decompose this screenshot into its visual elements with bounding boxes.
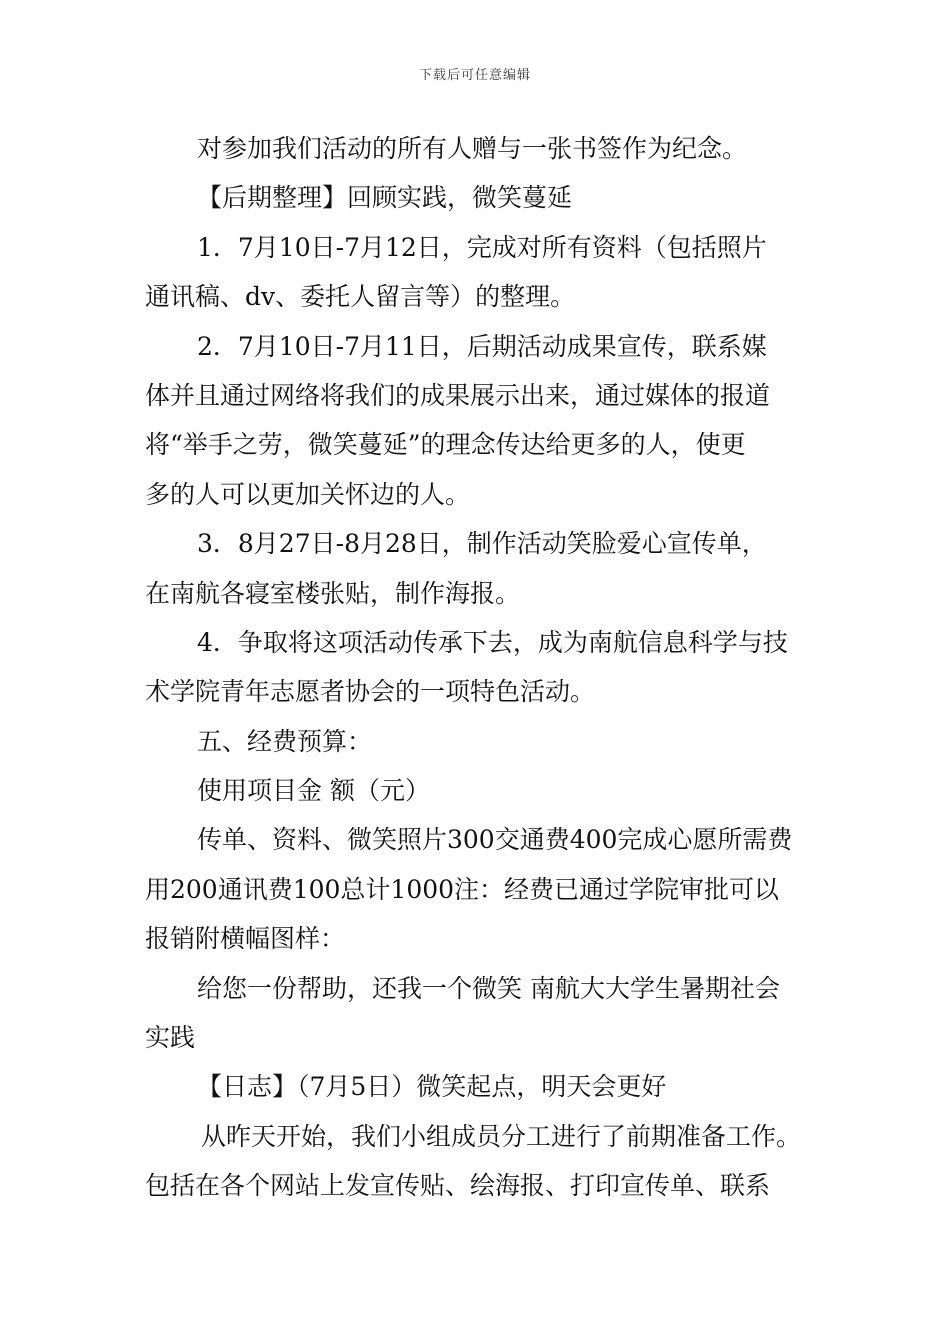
body-line: 在南航各寝室楼张贴，制作海报。 <box>145 578 521 608</box>
section-heading-post-processing: 【后期整理】回顾实践，微笑蔓延 <box>197 183 573 213</box>
body-line: 对参加我们活动的所有人赠与一张书签作为纪念。 <box>197 134 748 163</box>
body-line: 体并且通过网络将我们的成果展示出来，通过媒体的报道 <box>145 380 771 410</box>
body-line: 4．争取将这项活动传承下去，成为南航信息科学与技 <box>197 627 788 657</box>
section-heading-budget: 五、经费预算： <box>197 726 373 756</box>
document-body <box>145 124 815 1211</box>
body-line: 用200通讯费100总计1000注：经费已通过学院审批可以 <box>145 874 780 904</box>
body-line: 给您一份帮助，还我一个微笑 南航大大学生暑期社会 <box>197 973 780 1003</box>
body-line: 2．7月10日-7月11日，后期活动成果宣传，联系媒 <box>197 331 767 361</box>
body-line: 将“举手之劳，微笑蔓延”的理念传达给更多的人，使更 <box>145 430 746 460</box>
body-line: 多的人可以更加关怀边的人。 <box>145 479 471 509</box>
body-line: 实践 <box>145 1023 196 1053</box>
section-heading-diary: 【日志】（7月5日）微笑起点，明天会更好 <box>197 1072 667 1102</box>
body-line: 使用项目金 额（元） <box>197 776 430 806</box>
body-line: 1．7月10日-7月12日，完成对所有资料（包括照片 <box>197 232 767 262</box>
body-line: 3．8月27日-8月28日，制作活动笑脸爱心宣传单， <box>197 529 767 559</box>
page-header-note: 下载后可任意编辑 <box>418 68 531 83</box>
body-line: 传单、资料、微笑照片300交通费400完成心愿所需费 <box>197 825 793 855</box>
body-line: 从昨天开始，我们小组成员分工进行了前期准备工作。 <box>201 1121 802 1151</box>
body-line: 报销附横幅图样： <box>145 924 346 954</box>
body-line: 包括在各个网站上发宣传贴、绘海报、打印宣传单、联系 <box>145 1171 771 1201</box>
body-line: 通讯稿、dv、委托人留言等）的整理。 <box>145 282 576 312</box>
body-line: 术学院青年志愿者协会的一项特色活动。 <box>145 677 596 707</box>
